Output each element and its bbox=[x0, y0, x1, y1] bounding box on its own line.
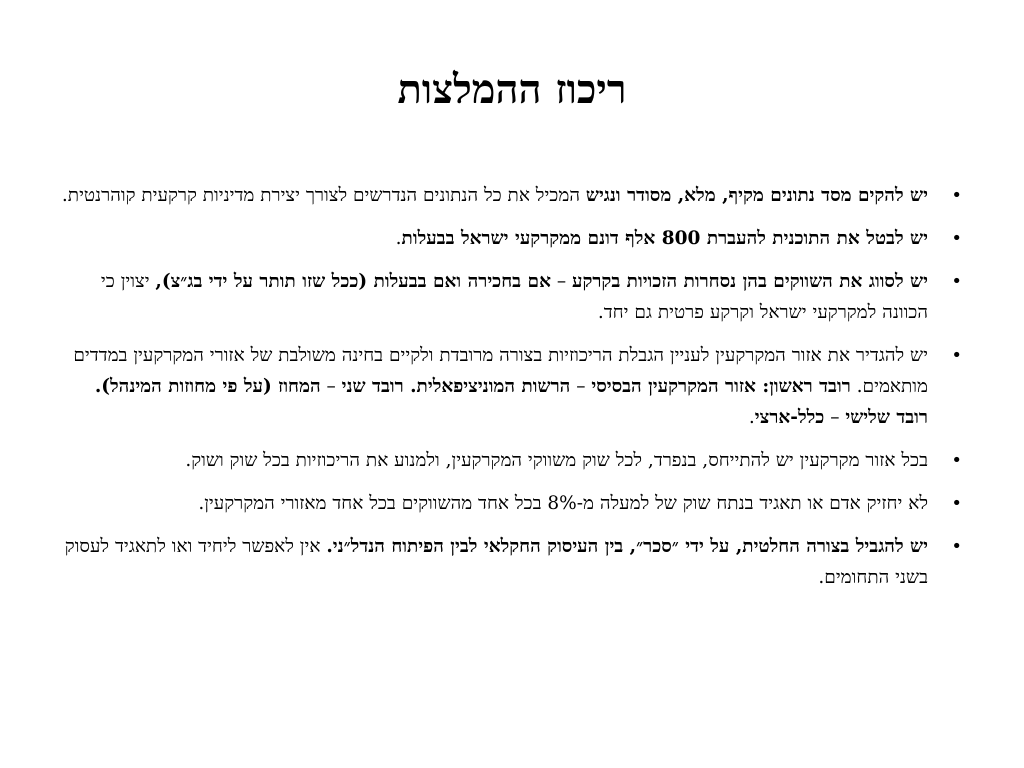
bullet-item bbox=[60, 445, 928, 476]
bullet-text: יש להגדיר את אזור המקרקעין לעניין הגבלת הריכוזיות בצורה מרובדת ולקיים בחינה משולבת של אזורי המקרקעין במדדים מותאמים. bbox=[73, 345, 928, 397]
bullet-text: המכיל את כל הנתונים הנדרשים לצורך יצירת מדיניות קרקעית קוהרנטית. bbox=[61, 185, 586, 206]
bullet-text: לא יחזיק אדם או תאגיד בנתח שוק של למעלה מ-8% בכל אחד מהשווקים בכל אחד מאזורי המקרקעין. bbox=[198, 493, 928, 514]
slide-title: ריכוז ההמלצות bbox=[397, 66, 627, 113]
bullet-text-bold: המחוז (על פי מחוזות המינהל). רובד שלישי bbox=[94, 376, 928, 428]
bullet-text: . bbox=[748, 407, 755, 428]
bullet-text-bold: יש לבטל את התוכנית להעברת 800 אלף דונם ממקרקעי ישראל בבעלות bbox=[401, 228, 928, 249]
bullet-text: – bbox=[824, 407, 846, 428]
bullet-text: יצוין כי הכוונה למקרקעי ישראל וקרקע פרטית גם יחד. bbox=[100, 271, 928, 323]
bullet-item bbox=[60, 180, 928, 211]
bullet-text-bold: אם בחכירה ואם בבעלות (ככל שזו תותר על ידי בג״צ), bbox=[155, 271, 551, 292]
bullet-text: . bbox=[395, 228, 402, 249]
bullet-text: – bbox=[570, 376, 592, 397]
bullet-text-bold: כלל-ארצי bbox=[754, 407, 825, 428]
bullet-text-bold: יש להקים מסד נתונים מקיף, מלא, מסודר ונגיש bbox=[585, 185, 928, 206]
bullet-text: אין לאפשר ליחיד ואו לתאגיד לעסוק בשני התחומים. bbox=[64, 536, 928, 588]
bullet-text: – bbox=[550, 271, 572, 292]
bullet-text-bold: רובד ראשון: אזור המקרקעין הבסיסי bbox=[591, 376, 851, 397]
bullet-text: בכל אזור מקרקעין יש להתייחס, בנפרד, לכל שוק משווקי המקרקעין, ולמנוע את הריכוזיות בכל שוק ושוק. bbox=[185, 450, 928, 471]
bullet-text-bold: יש לסווג את השווקים בהן נסחרות הזכויות בקרקע bbox=[571, 271, 928, 292]
bullet-text-bold: יש להגביל בצורה החלטית, על ידי ״סכר״, בין העיסוק החקלאי לבין הפיתוח הנדל״ני. bbox=[326, 536, 928, 557]
bullet-item bbox=[60, 340, 928, 433]
bullet-item bbox=[60, 223, 928, 254]
bullet-item bbox=[60, 531, 928, 593]
bullet-list bbox=[60, 180, 928, 605]
bullet-item bbox=[60, 266, 928, 328]
bullet-text-bold: הרשות המוניציפאלית. רובד שני bbox=[341, 376, 571, 397]
bullet-item bbox=[60, 488, 928, 519]
bullet-text: – bbox=[320, 376, 342, 397]
